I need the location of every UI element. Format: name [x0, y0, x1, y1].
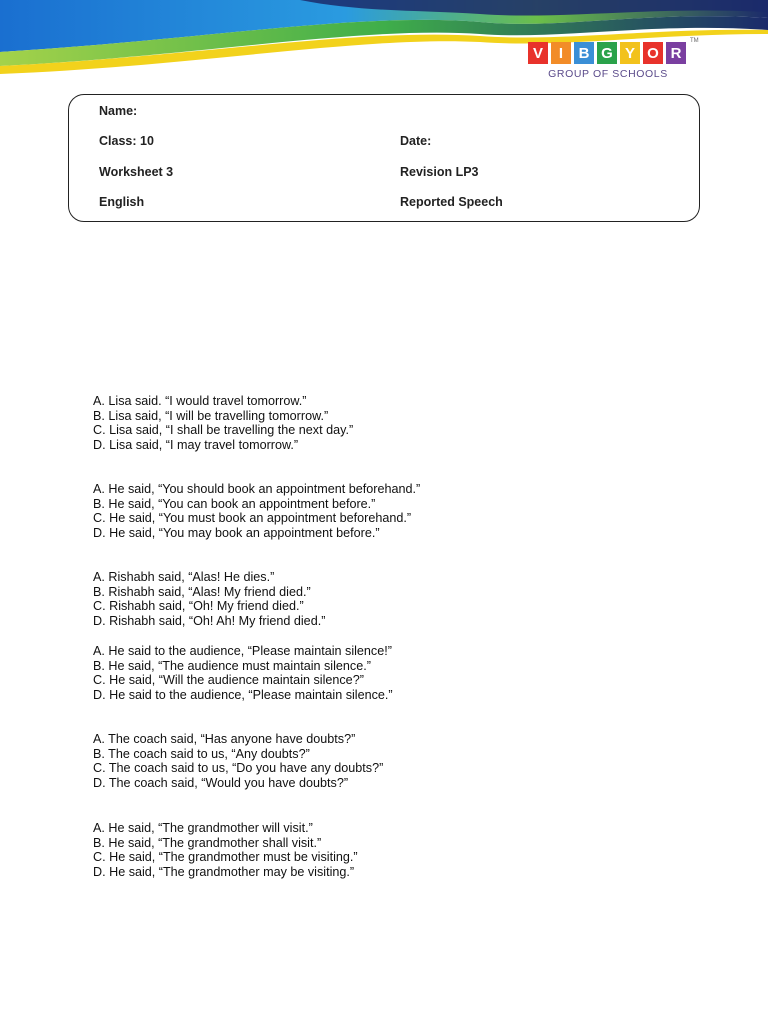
option-a: A. He said, “The grandmother will visit.” — [93, 821, 313, 835]
revision-label: Revision LP3 — [400, 165, 479, 179]
option-d: D. He said, “The grandmother may be visiting.” — [93, 865, 355, 880]
question-block-5 — [93, 732, 383, 791]
option-a: A. Lisa said. “I would travel tomorrow.” — [93, 394, 307, 408]
logo-letters — [528, 42, 696, 64]
option-d: D. He said, “You may book an appointment before.” — [93, 526, 380, 541]
option-c: C. Rishabh said, “Oh! My friend died.” — [93, 599, 304, 614]
logo-letter-o: O — [643, 42, 663, 64]
logo-trademark: TM — [690, 38, 699, 44]
option-d: D. The coach said, “Would you have doubts?” — [93, 776, 349, 791]
question-block-6 — [93, 821, 358, 880]
question-block-4 — [93, 644, 393, 703]
question-block-3 — [93, 570, 325, 629]
option-a: A. He said to the audience, “Please maintain silence!” — [93, 644, 392, 658]
logo-letter-v: V — [528, 42, 548, 64]
option-c: C. The coach said to us, “Do you have any doubts?” — [93, 761, 384, 776]
option-b: B. He said, “You can book an appointment before.” — [93, 496, 376, 511]
logo-letter-r: R — [666, 42, 686, 64]
option-d: D. He said to the audience, “Please maintain silence.” — [93, 688, 393, 703]
date-label: Date: — [400, 134, 432, 148]
topic-label: Reported Speech — [400, 195, 503, 209]
option-d: D. Lisa said, “I may travel tomorrow.” — [93, 438, 299, 453]
vibgyor-logo — [528, 38, 699, 80]
option-b: B. Rishabh said, “Alas! My friend died.” — [93, 584, 311, 599]
class-label: Class: 10 — [99, 134, 154, 148]
option-a: A. The coach said, “Has anyone have doubts?” — [93, 732, 356, 746]
option-a: A. He said, “You should book an appointment beforehand.” — [93, 482, 421, 496]
question-block-2 — [93, 482, 420, 541]
logo-letter-g: G — [597, 42, 617, 64]
option-c: C. He said, “The grandmother must be visiting.” — [93, 850, 358, 865]
option-c: C. He said, “Will the audience maintain silence?” — [93, 673, 364, 688]
subject-label: English — [99, 195, 145, 209]
option-c: C. Lisa said, “I shall be travelling the next day.” — [93, 423, 354, 438]
logo-subtitle: GROUP OF SCHOOLS — [548, 68, 668, 80]
option-d: D. Rishabh said, “Oh! Ah! My friend died.” — [93, 614, 326, 629]
question-block-1 — [93, 394, 353, 453]
logo-letter-b: B — [574, 42, 594, 64]
option-b: B. Lisa said, “I will be travelling tomorrow.” — [93, 408, 329, 423]
option-b: B. He said, “The grandmother shall visit.” — [93, 835, 322, 850]
student-info-box — [68, 94, 700, 222]
logo-letter-y: Y — [620, 42, 640, 64]
logo-letter-i: I — [551, 42, 571, 64]
worksheet-label: Worksheet 3 — [99, 165, 174, 179]
option-b: B. The coach said to us, “Any doubts?” — [93, 746, 310, 761]
option-a: A. Rishabh said, “Alas! He dies.” — [93, 570, 275, 584]
option-b: B. He said, “The audience must maintain silence.” — [93, 658, 371, 673]
option-c: C. He said, “You must book an appointment beforehand.” — [93, 511, 412, 526]
name-label: Name: — [99, 104, 138, 118]
